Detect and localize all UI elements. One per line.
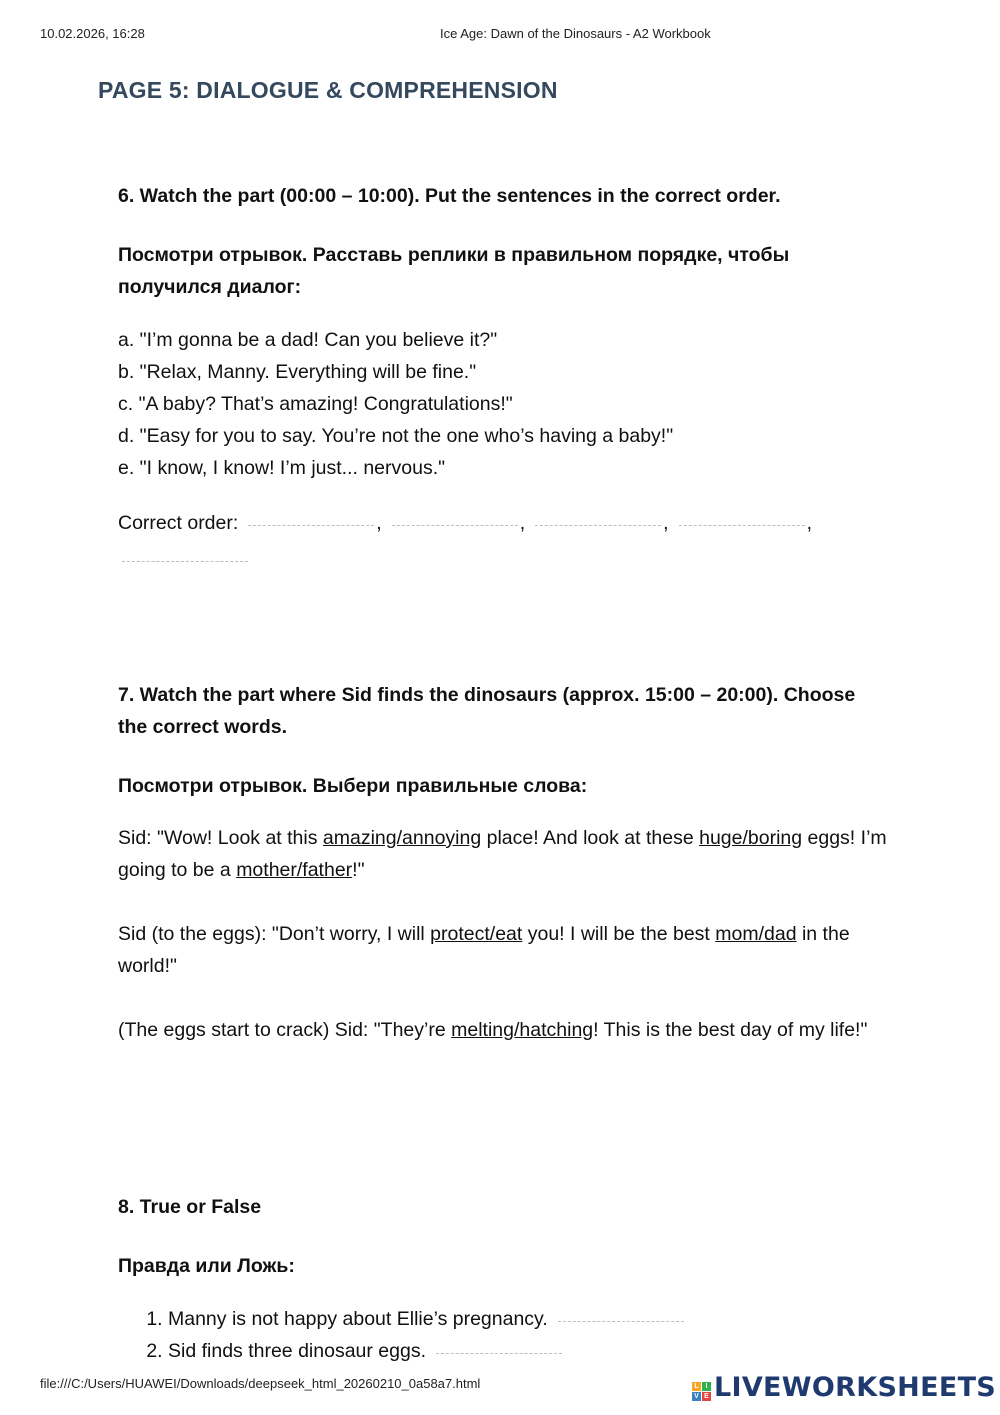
ex6-order-blank-1[interactable]	[248, 521, 374, 526]
ex8-statement-list	[118, 1303, 888, 1367]
ex7-p1-text: place! And look at these	[481, 827, 700, 849]
ex7-choice-huge-boring[interactable]: huge/boring	[699, 827, 803, 849]
ex7-p2-text: in the world!"	[118, 923, 850, 977]
ex7-p1-text: !"	[352, 859, 365, 881]
ex6-sentence-b: b. "Relax, Manny. Everything will be fine."	[118, 361, 477, 383]
ex6-sentence-a: a. "I’m gonna be a dad! Can you believe it?"	[118, 329, 498, 351]
ex6-sentence-d: d. "Easy for you to say. You’re not the one who’s having a baby!"	[118, 425, 674, 447]
ex7-instruction-ru: Посмотри отрывок. Выбери правильные слова:	[118, 775, 588, 797]
page-title: PAGE 5: DIALOGUE & COMPREHENSION	[98, 77, 558, 103]
ex7-p1-text: eggs! I’m going to be a	[118, 827, 887, 881]
ex6-sentence-c: c. "A baby? That’s amazing! Congratulations!"	[118, 393, 513, 415]
ex6-comma: ,	[519, 512, 526, 534]
ex6-order-blank-2[interactable]	[392, 521, 518, 526]
exercise-7	[118, 679, 888, 1046]
ex6-order-label: Correct order:	[118, 512, 239, 534]
ex6-order-blank-4[interactable]	[679, 521, 805, 526]
ex7-p3-text: (The eggs start to crack) Sid: "They’re	[118, 1019, 452, 1041]
ex8-statement-1	[168, 1303, 888, 1335]
ex7-paragraph-3	[118, 1014, 888, 1046]
ex8-instruction-en: 8. True or False	[118, 1196, 262, 1218]
ex6-sentence-e: e. "I know, I know! I’m just... nervous."	[118, 457, 446, 479]
liveworksheets-logo-text: LIVEWORKSHEETS	[714, 1372, 997, 1403]
ex7-choice-mother-father[interactable]: mother/father	[236, 859, 353, 881]
print-doc-title: Ice Age: Dawn of the Dinosaurs - A2 Workbook	[440, 26, 711, 41]
ex6-comma: ,	[663, 512, 669, 534]
ex7-choice-mom-dad[interactable]: mom/dad	[715, 923, 797, 945]
ex7-choice-amazing-annoying[interactable]: amazing/annoying	[322, 827, 482, 849]
ex6-sentence-list	[118, 324, 888, 484]
ex7-instruction-en: 7. Watch the part where Sid finds the dinosaurs (approx. 15:00 – 20:00). Choose the correct words.	[118, 684, 856, 738]
exercise-8	[118, 1191, 888, 1367]
ex8-answer-blank-1[interactable]	[558, 1317, 684, 1322]
ex6-comma: ,	[806, 512, 812, 534]
ex7-choice-melting-hatching[interactable]: melting/hatching	[451, 1019, 594, 1041]
ex7-p2-text: you! I will be the best	[522, 923, 716, 945]
ex8-answer-blank-2[interactable]	[436, 1349, 562, 1354]
ex7-paragraph-2	[118, 918, 888, 982]
ex7-p2-text: Sid (to the eggs): "Don’t worry, I will	[118, 923, 431, 945]
ex6-comma: ,	[376, 512, 382, 534]
ex7-paragraph-1	[118, 822, 888, 886]
print-file-path: file:///C:/Users/HUAWEI/Downloads/deepseek_html_20260210_0a58a7.html	[40, 1376, 481, 1391]
print-datetime: 10.02.2026, 16:28	[40, 26, 145, 41]
ex7-choice-protect-eat[interactable]: protect/eat	[430, 923, 523, 945]
liveworksheets-logo	[692, 1372, 996, 1403]
ex8-statement-2	[168, 1335, 888, 1367]
liveworksheets-logo-icon: L I V E	[692, 1382, 711, 1401]
ex8-statement-2-text: Sid finds three dinosaur eggs.	[168, 1340, 426, 1362]
ex8-instruction-ru: Правда или Ложь:	[118, 1255, 295, 1277]
ex7-p3-text: ! This is the best day of my life!"	[593, 1019, 868, 1041]
ex7-p1-text: Sid: "Wow! Look at this	[118, 827, 323, 849]
ex6-order-blank-5[interactable]	[122, 557, 248, 562]
ex6-order-row	[118, 505, 888, 577]
ex6-order-blank-3[interactable]	[535, 521, 661, 526]
ex6-instruction-ru: Посмотри отрывок. Расставь реплики в правильном порядке, чтобы получился диалог:	[118, 244, 790, 298]
ex6-instruction-en: 6. Watch the part (00:00 – 10:00). Put the sentences in the correct order.	[118, 185, 781, 207]
ex8-statement-1-text: Manny is not happy about Ellie’s pregnancy.	[168, 1308, 548, 1330]
exercise-6	[118, 180, 888, 577]
